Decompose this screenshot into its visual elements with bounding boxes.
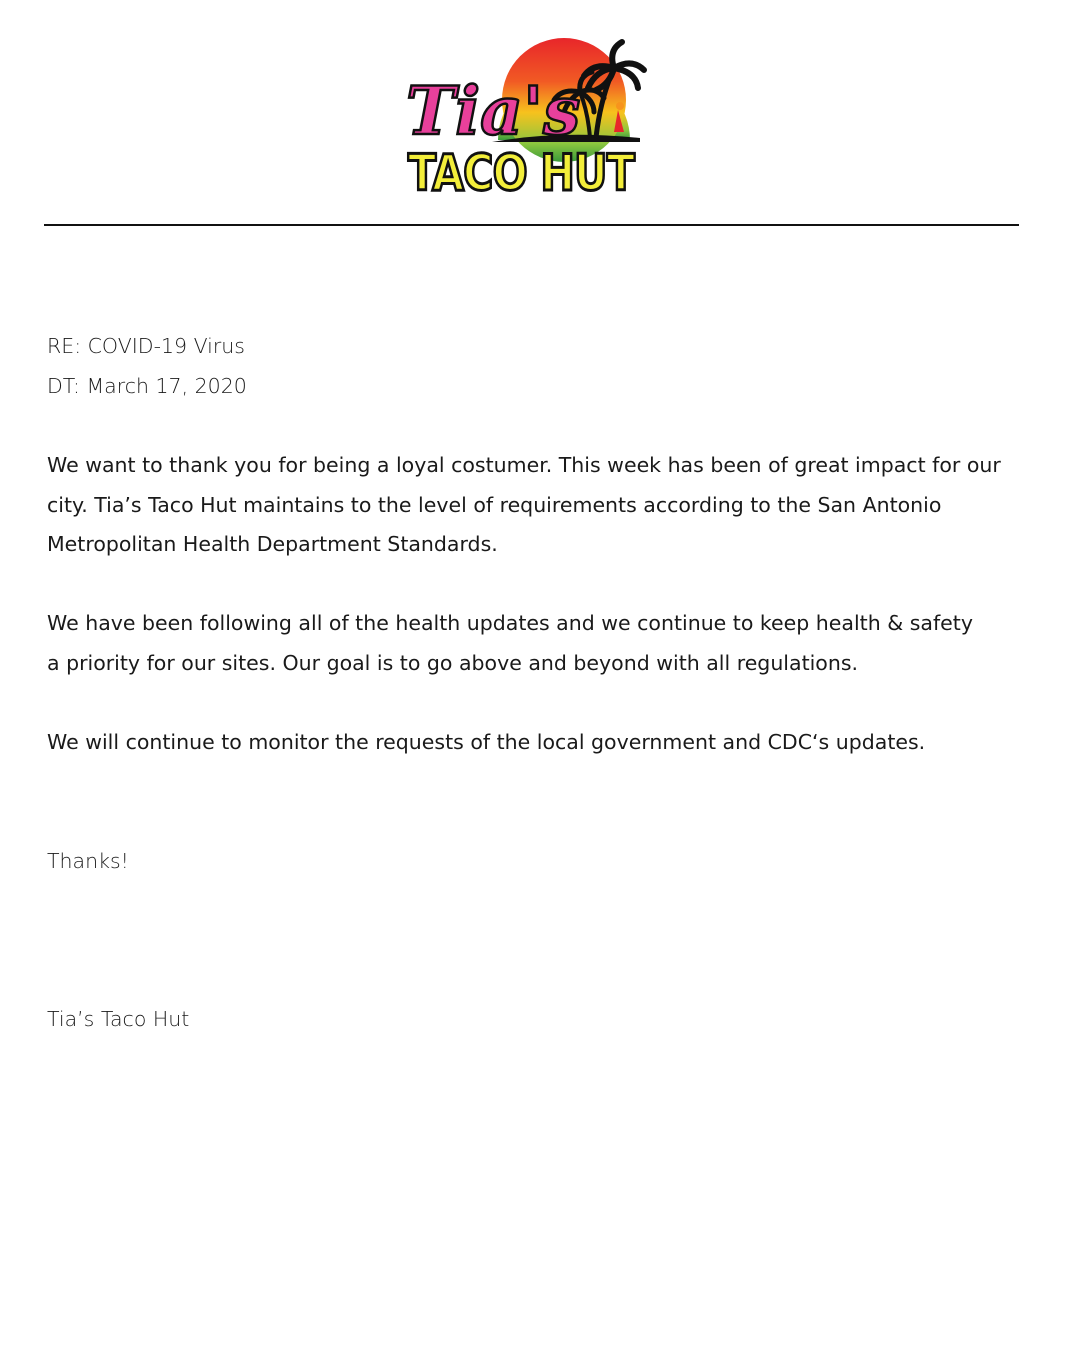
subject-line: RE: COVID-19 Virus (47, 334, 245, 358)
paragraph-line: We will continue to monitor the requests of the local government and CDC‘s updates. (47, 730, 926, 754)
paragraph-line: We want to thank you for being a loyal costumer. This week has been of great impact for our (47, 453, 1001, 477)
paragraph-health-updates (47, 604, 1027, 683)
header-divider (44, 224, 1019, 226)
paragraph-thank-you (47, 446, 1027, 565)
logo-wordmark-taco-hut: TACO HUT (408, 144, 635, 200)
closing: Thanks! (47, 849, 129, 873)
paragraph-line: city. Tia’s Taco Hut maintains to the level of requirements according to the San Antonio (47, 492, 942, 517)
paragraph-line: We have been following all of the health updates and we continue to keep health & safety (47, 611, 973, 635)
paragraph-line: a priority for our sites. Our goal is to go above and beyond with all regulations. (47, 650, 859, 675)
tias-taco-hut-logo (400, 30, 662, 200)
paragraph-monitoring (47, 723, 1027, 763)
logo-wordmark-tias: Tia's (406, 72, 581, 150)
paragraph-line: Metropolitan Health Department Standards. (47, 532, 498, 557)
date-line: DT: March 17, 2020 (47, 374, 247, 398)
signature: Tia’s Taco Hut (47, 1007, 190, 1031)
